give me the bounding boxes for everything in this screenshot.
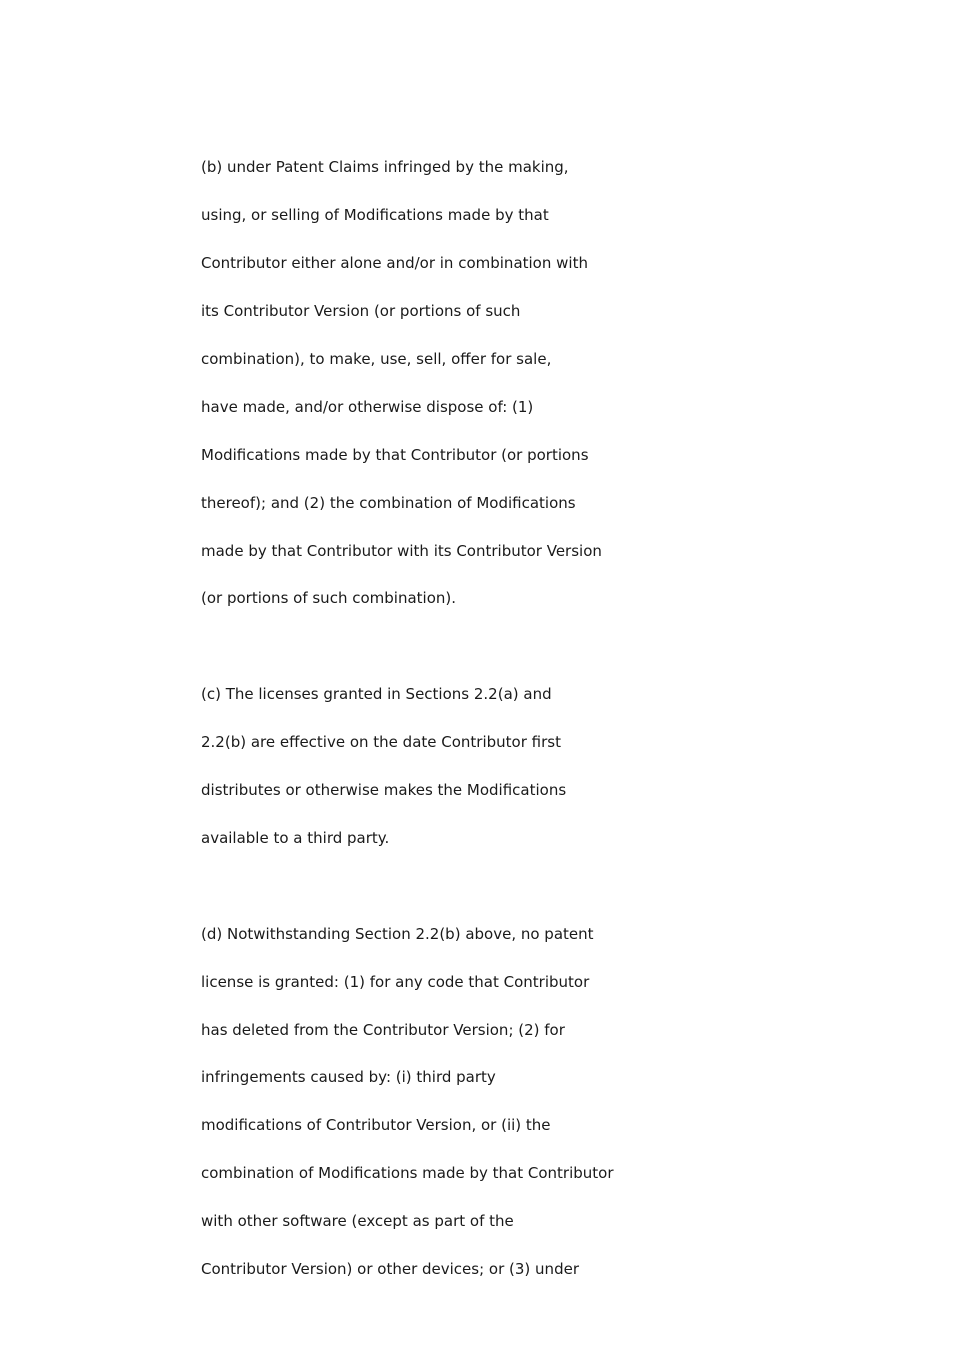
text-line: infringements caused by: (i) third party (201, 1068, 496, 1086)
text-line: Contributor either alone and/or in combination with (201, 254, 588, 272)
text-line: have made, and/or otherwise dispose of: (1) (201, 398, 534, 416)
text-line: Contributor Version) or other devices; or (3) under (201, 1260, 579, 1278)
text-line: modifications of Contributor Version, or (ii) the (201, 1116, 551, 1134)
text-line: (b) under Patent Claims infringed by the making, (201, 158, 569, 176)
text-line: available to a third party. (201, 829, 390, 847)
text-line: combination of Modifications made by that Contributor (201, 1164, 614, 1182)
text-line: (c) The licenses granted in Sections 2.2(a) and (201, 685, 552, 703)
text-line: license is granted: (1) for any code that Contributor (201, 973, 590, 991)
text-line: with other software (except as part of the (201, 1212, 514, 1230)
text-line: its Contributor Version (or portions of such (201, 302, 521, 320)
text-line: using, or selling of Modifications made by that (201, 206, 549, 224)
text-line: Modifications made by that Contributor (or portions (201, 446, 589, 464)
text-line: has deleted from the Contributor Version; (2) for (201, 1021, 565, 1039)
text-line: distributes or otherwise makes the Modifications (201, 781, 567, 799)
text-line: (or portions of such combination). (201, 589, 456, 607)
text-line: combination), to make, use, sell, offer for sale, (201, 350, 552, 368)
text-line: thereof); and (2) the combination of Modifications (201, 494, 576, 512)
text-line: (d) Notwithstanding Section 2.2(b) above, no patent (201, 925, 594, 943)
text-line: made by that Contributor with its Contributor Version (201, 542, 602, 560)
text-line: 2.2(b) are effective on the date Contributor first (201, 733, 561, 751)
